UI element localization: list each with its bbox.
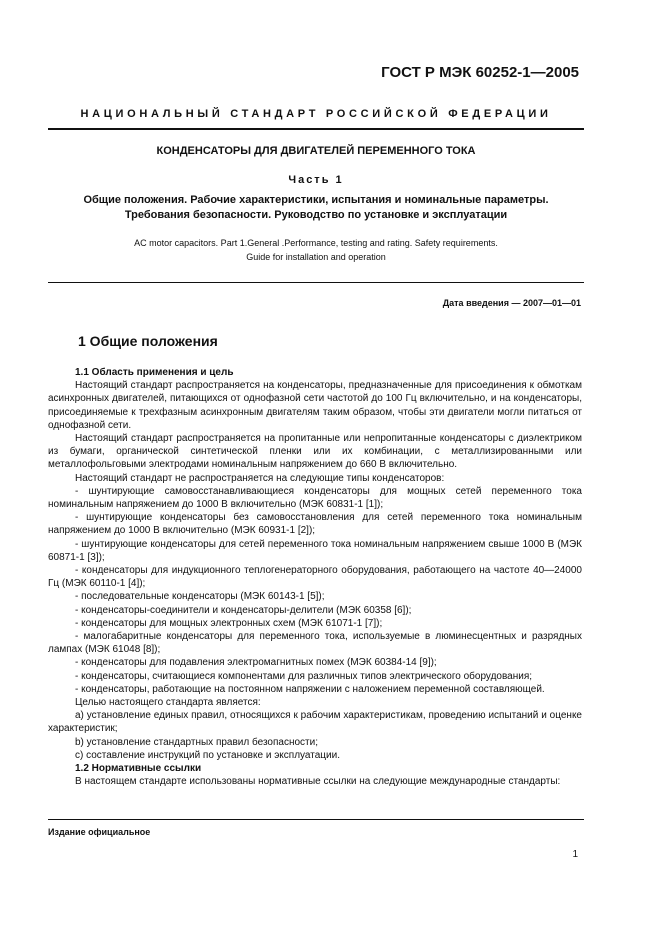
subsection-heading: 1.2 Нормативные ссылки [75,763,202,775]
national-standard-banner: НАЦИОНАЛЬНЫЙ СТАНДАРТ РОССИЙСКОЙ ФЕДЕРАЦИИ [80,108,552,120]
english-title [48,236,584,264]
title-rule [48,282,584,283]
section-body [48,366,582,789]
list-item: - конденсаторы, работающие на постоянном напряжении с наложением переменной составляющей. [75,683,545,695]
english-title-line: AC motor capacitors. Part 1.General .Performance, testing and rating. Safety requirements. [134,238,498,248]
list-item: c) составление инструкций по установке и эксплуатации. [75,749,340,761]
document-number: ГОСТ Р МЭК 60252-1—2005 [381,64,579,81]
list-item: - шунтирующие конденсаторы без самовосстановления для сетей переменного тока номинальным напряжением до 1000 В включительно (МЭК 60931-1 [2]); [48,512,582,537]
subsection-heading: 1.1 Область применения и цель [75,367,234,378]
part-label: Часть 1 [288,174,344,186]
paragraph: Настоящий стандарт не распространяется на следующие типы конденсаторов: [75,472,445,484]
paragraph: Настоящий стандарт распространяется на конденсаторы, предназначенные для присоединения к обмоткам асинхронных двигателей, питающихся от однофазной сети частотой до 100 Гц включительно, и на конденсаторы, присоединяемые к трехфазным асинхронным двигателям таким образом, чтобы эти двигатели могли питаться от однофазной сети. [48,380,582,431]
paragraph: Целью настоящего стандарта является: [75,697,261,709]
list-item: - шунтирующие самовосстанавливающиеся конденсаторы для мощных сетей переменного тока номинальным напряжением до 1000 В включительно (МЭК 60831-1 [1]); [48,485,582,511]
list-item: - конденсаторы для мощных электронных схем (МЭК 61071-1 [7]); [75,617,383,629]
subtitle-line: Общие положения. Рабочие характеристики, испытания и номинальные параметры. [83,194,549,206]
paragraph: В настоящем стандарте использованы нормативные ссылки на следующие международные стандарты: [75,776,561,788]
english-title-line: Guide for installation and operation [246,252,386,262]
introduction-date: Дата введения — 2007—01—01 [442,298,581,308]
paragraph: Настоящий стандарт распространяется на пропитанные или непропитанные конденсаторы с диэлектриком из бумаги, органической синтетической пленки или их комбинации, с металлизированными или металлофольговыми электродами номинальным напряжением до 660 В включительно. [48,433,582,471]
list-item: - малогабаритные конденсаторы для переменного тока, используемые в люминесцентных и разрядных лампах (МЭК 61048 [8]); [48,631,582,656]
list-item: - конденсаторы для индукционного теплогенераторного оборудования, работающего на частоте 40—24000 Гц (МЭК 60110-1 [4]); [48,565,582,590]
list-item: b) установление стандартных правил безопасности; [75,736,319,748]
section-heading: 1 Общие положения [78,333,218,349]
list-item: - шунтирующие конденсаторы для сетей переменного тока номинальным напряжением свыше 1000 В (МЭК 60871-1 [3]); [48,538,582,563]
document-title: КОНДЕНСАТОРЫ ДЛЯ ДВИГАТЕЛЕЙ ПЕРЕМЕННОГО ТОКА [156,145,476,157]
footer-rule [48,819,584,820]
list-item: - последовательные конденсаторы (МЭК 60143-1 [5]); [75,591,325,603]
list-item: a) установление единых правил, относящихся к рабочим характеристикам, проведению испытаний и оценке характеристик; [48,710,582,735]
document-subtitle [48,193,584,223]
edition-label: Издание официальное [48,827,151,837]
header-rule [48,128,584,130]
list-item: - конденсаторы для подавления электромагнитных помех (МЭК 60384-14 [9]); [75,657,437,669]
list-item: - конденсаторы-соединители и конденсаторы-делители (МЭК 60358 [6]); [75,604,412,616]
subtitle-line: Требования безопасности. Руководство по установке и эксплуатации [124,209,508,221]
page-number: 1 [572,849,578,860]
list-item: - конденсаторы, считающиеся компонентами для различных типов электрического оборудования; [75,670,533,682]
